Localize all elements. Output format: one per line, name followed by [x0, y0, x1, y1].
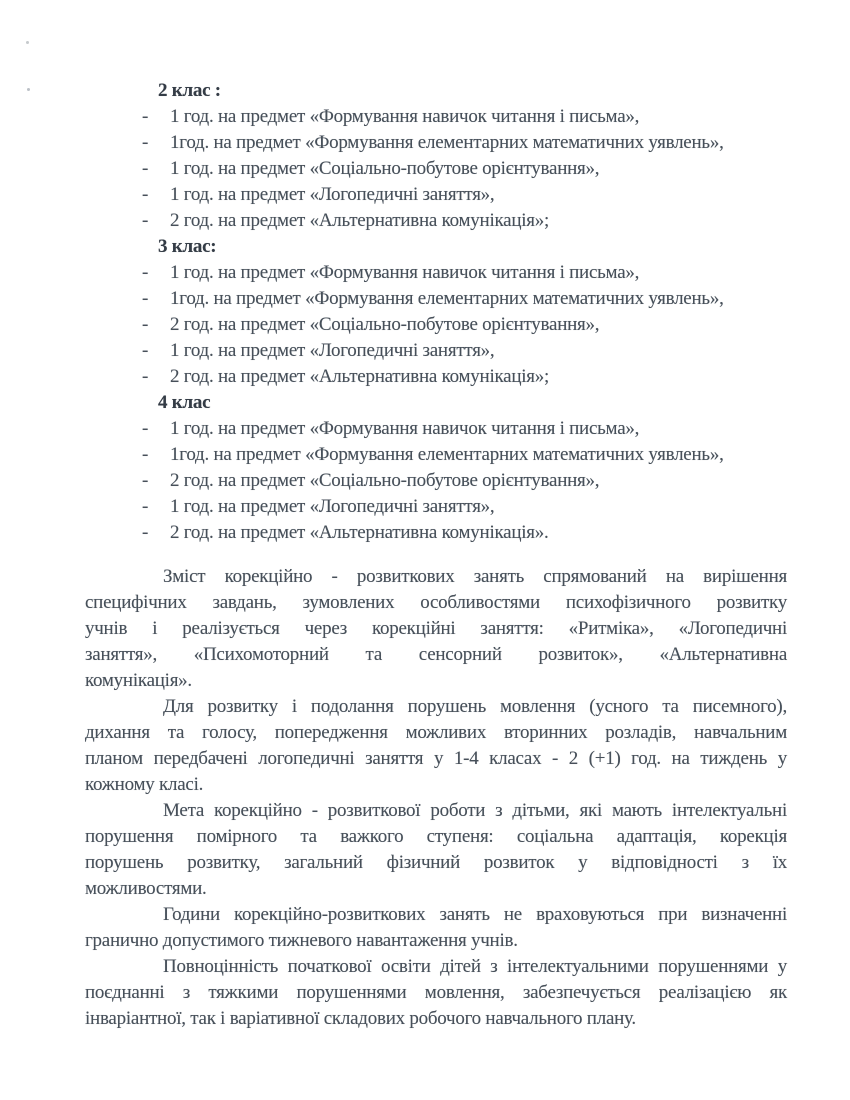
section-heading: 4 клас [158, 392, 211, 413]
dash-marker: - [142, 262, 149, 283]
paragraph-line: кожному класі. [85, 774, 204, 795]
paragraph-line: дихання та голосу, попередження можливих вторинних розладів, навчальним [85, 722, 787, 743]
paragraph [85, 798, 787, 902]
paragraph-line: планом передбачені логопедичні заняття у 1-4 класах - 2 (+1) год. на тиждень у [85, 748, 787, 769]
list-item [85, 442, 787, 468]
dash-marker: - [142, 158, 149, 179]
scan-speck [26, 41, 29, 44]
paragraph [85, 564, 787, 694]
list-item [85, 416, 787, 442]
list-item-text: 1 год. на предмет «Логопедичні заняття», [170, 496, 495, 517]
paragraph-line: Повноцінність початкової освіти дітей з інтелектуальними порушеннями у [163, 956, 787, 977]
paragraph-line: заняття», «Психомоторний та сенсорний розвиток», «Альтернативна [85, 644, 787, 665]
paragraph-line: гранично допустимого тижневого навантаження учнів. [85, 930, 518, 951]
list-item-text: 2 год. на предмет «Соціально-побутове орієнтування», [170, 470, 600, 491]
dash-marker: - [142, 366, 149, 387]
list-item-text: 1 год. на предмет «Соціально-побутове орієнтування», [170, 158, 600, 179]
dash-marker: - [142, 132, 149, 153]
list-item [85, 260, 787, 286]
paragraph [85, 954, 787, 1032]
list-item-text: 1год. на предмет «Формування елементарних математичних уявлень», [170, 288, 724, 309]
paragraph-line: поєднанні з тяжкими порушеннями мовлення, забезпечується реалізацією як [85, 982, 787, 1003]
section-grade-4 [85, 390, 787, 546]
list-item-text: 1 год. на предмет «Формування навичок читання і письма», [170, 106, 640, 127]
list-item-text: 2 год. на предмет «Соціально-побутове орієнтування», [170, 314, 600, 335]
paragraph-line: Мета корекційно - розвиткової роботи з дітьми, які мають інтелектуальні [163, 800, 787, 821]
dash-marker: - [142, 522, 149, 543]
section-heading: 3 клас: [158, 236, 217, 257]
paragraph-line: комунікація». [85, 670, 192, 691]
paragraph-line: специфічних завдань, зумовлених особливостями психофізичного розвитку [85, 592, 787, 613]
dash-marker: - [142, 470, 149, 491]
list-item [85, 468, 787, 494]
list-item-text: 2 год. на предмет «Альтернативна комунікація»; [170, 366, 550, 387]
list-item-text: 1 год. на предмет «Формування навичок читання і письма», [170, 418, 640, 439]
list-item-text: 1год. на предмет «Формування елементарних математичних уявлень», [170, 132, 724, 153]
dash-marker: - [142, 496, 149, 517]
list-item-text: 1 год. на предмет «Логопедичні заняття», [170, 184, 495, 205]
list-item-text: 1год. на предмет «Формування елементарних математичних уявлень», [170, 444, 724, 465]
section-grade-2 [85, 78, 787, 234]
list-item [85, 208, 787, 234]
document-content [85, 78, 787, 1032]
list-item [85, 312, 787, 338]
list-item [85, 182, 787, 208]
dash-marker: - [142, 106, 149, 127]
list-item [85, 338, 787, 364]
scan-speck [27, 88, 30, 91]
paragraph-line: можливостями. [85, 878, 207, 899]
list-item [85, 286, 787, 312]
list-item [85, 520, 787, 546]
list-item-text: 1 год. на предмет «Формування навичок читання і письма», [170, 262, 640, 283]
paragraph [85, 694, 787, 798]
dash-marker: - [142, 418, 149, 439]
section-grade-3 [85, 234, 787, 390]
paragraphs-block [85, 564, 787, 1032]
dash-marker: - [142, 340, 149, 361]
paragraph [85, 902, 787, 954]
dash-marker: - [142, 210, 149, 231]
dash-marker: - [142, 184, 149, 205]
section-heading: 2 клас : [158, 80, 221, 101]
dash-marker: - [142, 288, 149, 309]
list-item [85, 364, 787, 390]
list-item [85, 156, 787, 182]
paragraph-line: Зміст корекційно - розвиткових занять спрямований на вирішення [163, 566, 787, 587]
list-item [85, 494, 787, 520]
paragraph-line: порушень розвитку, загальний фізичний розвиток у відповідності з їх [85, 852, 787, 873]
paragraph-line: Для розвитку і подолання порушень мовлення (усного та писемного), [163, 696, 787, 717]
list-item [85, 130, 787, 156]
dash-marker: - [142, 444, 149, 465]
list-item-text: 1 год. на предмет «Логопедичні заняття», [170, 340, 495, 361]
dash-marker: - [142, 314, 149, 335]
paragraph-line: учнів і реалізується через корекційні заняття: «Ритміка», «Логопедичні [85, 618, 787, 639]
list-item [85, 104, 787, 130]
paragraph-line: порушення помірного та важкого ступеня: соціальна адаптація, корекція [85, 826, 787, 847]
list-item-text: 2 год. на предмет «Альтернативна комунікація». [170, 522, 549, 543]
paragraph-line: Години корекційно-розвиткових занять не враховуються при визначенні [163, 904, 787, 925]
list-item-text: 2 год. на предмет «Альтернативна комунікація»; [170, 210, 550, 231]
paragraph-line: інваріантної, так і варіативної складових робочого навчального плану. [85, 1008, 636, 1029]
